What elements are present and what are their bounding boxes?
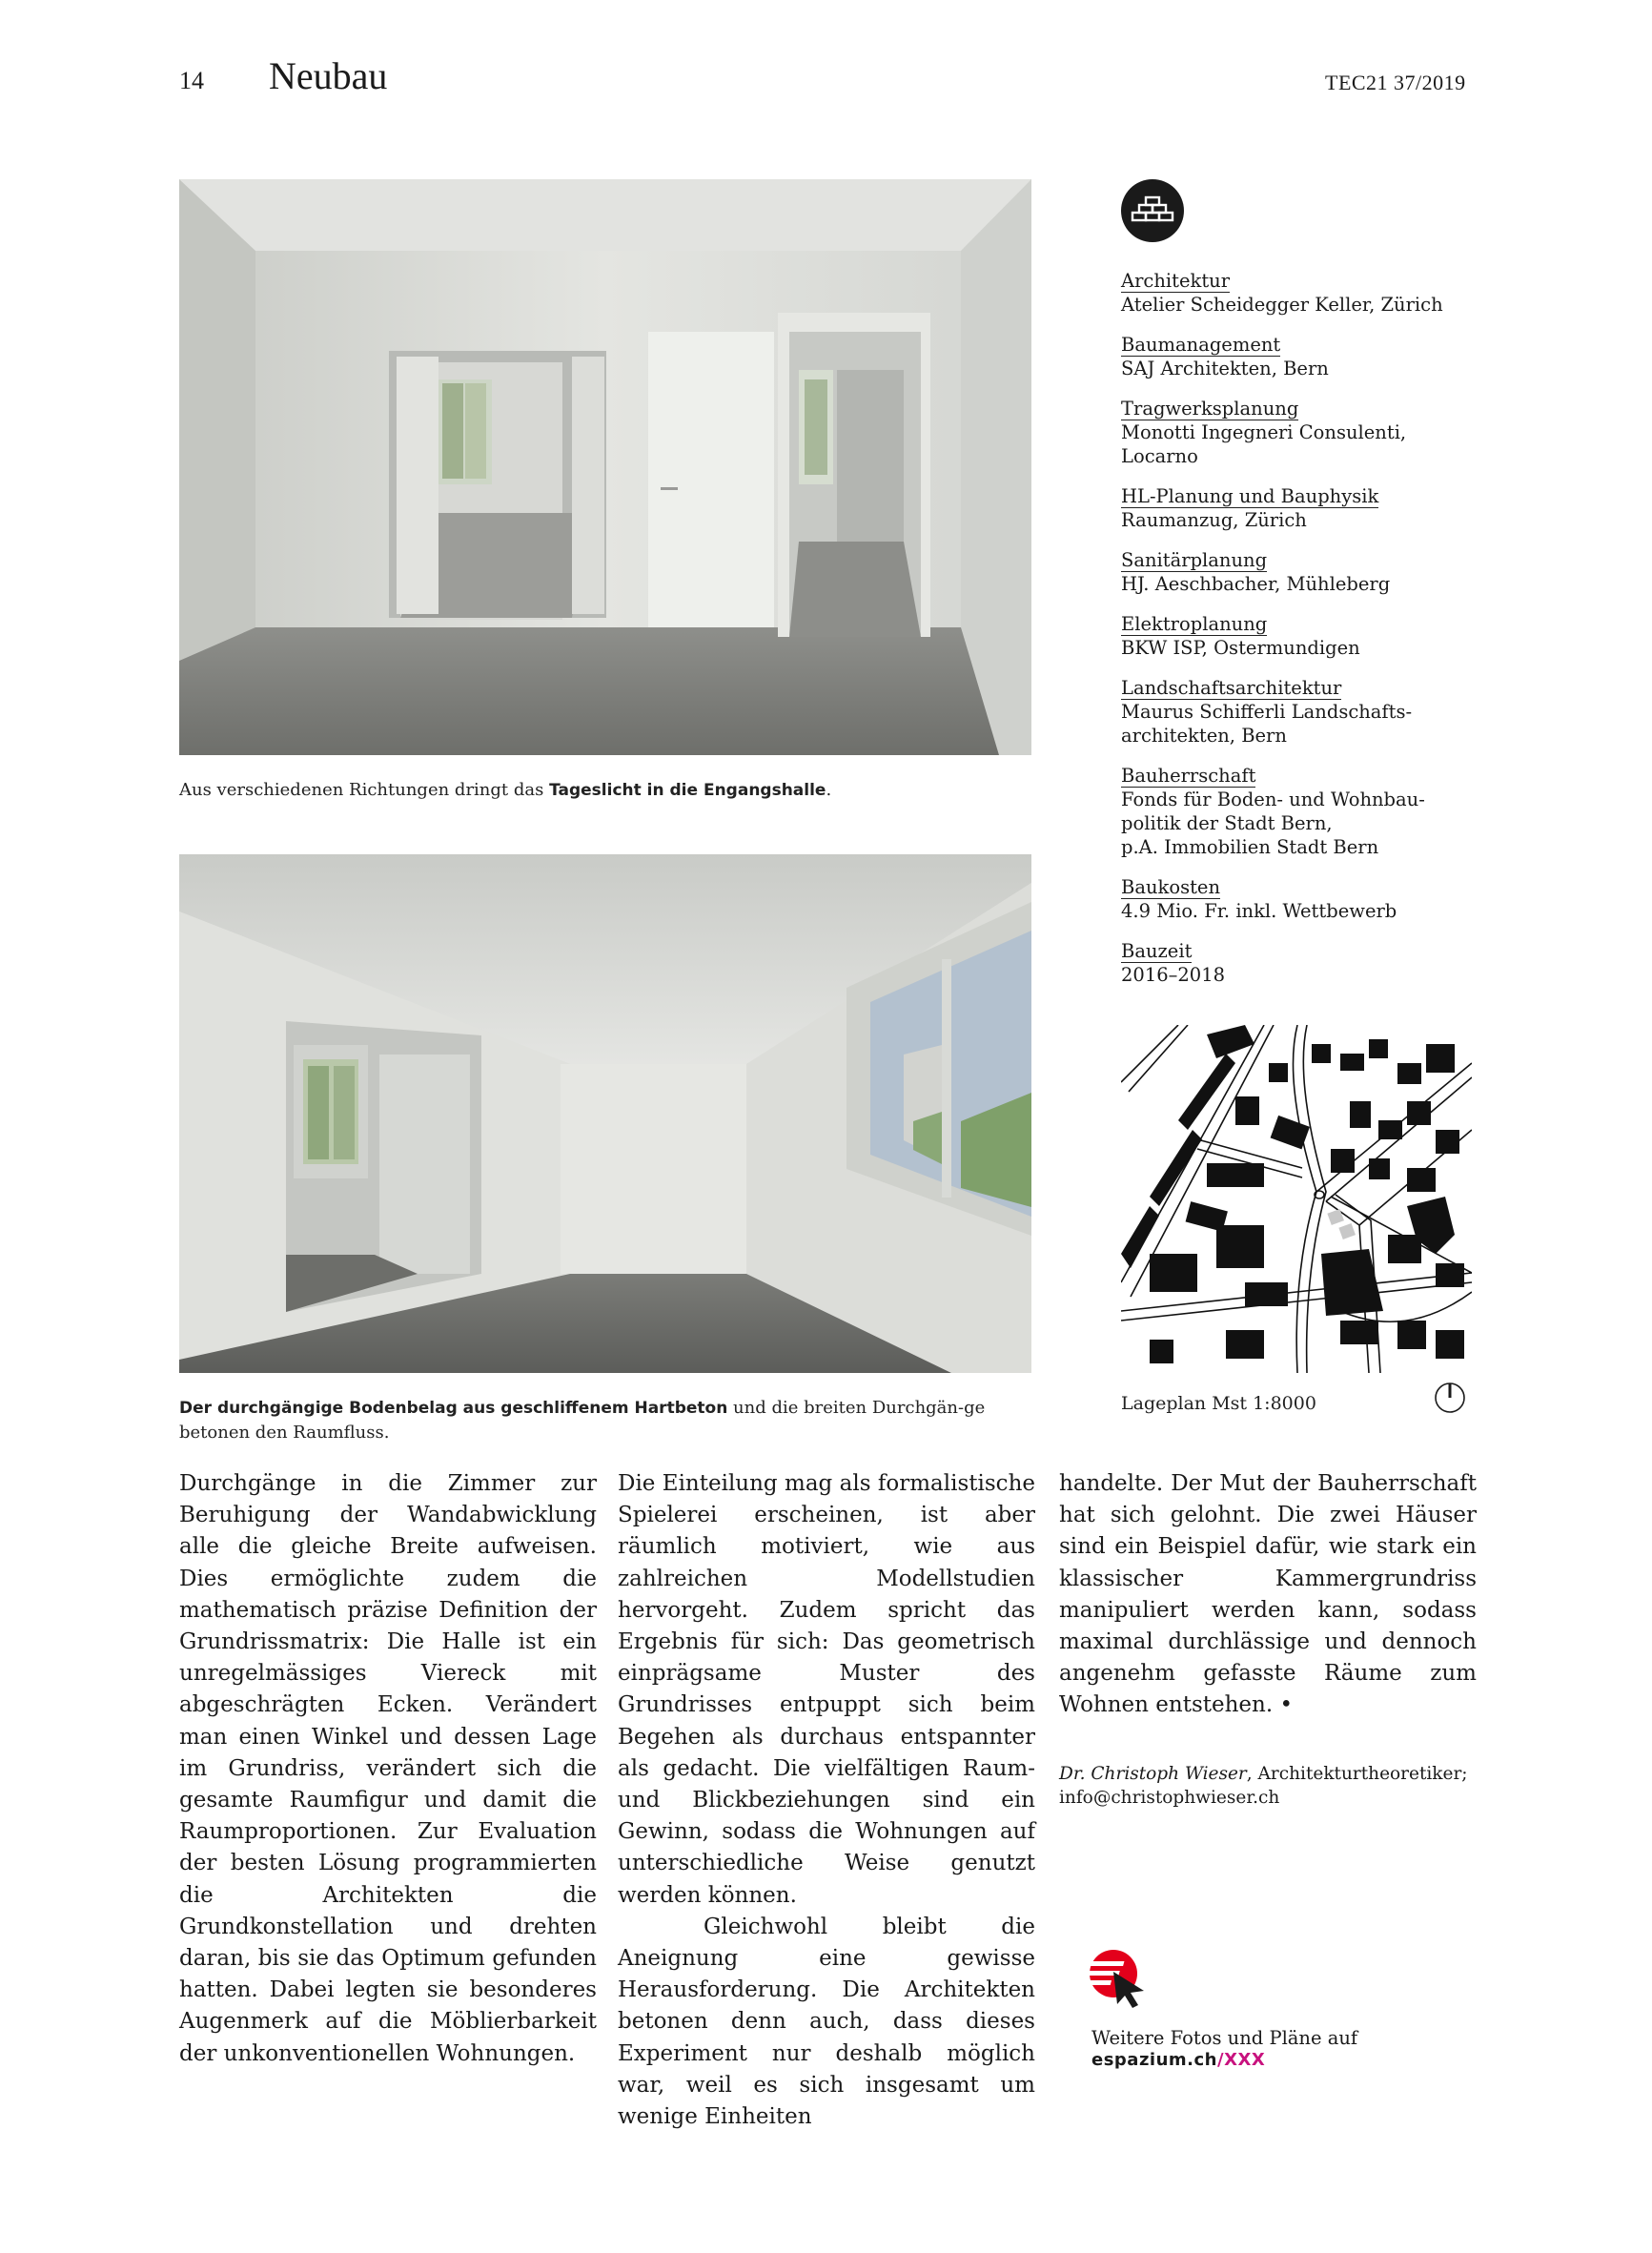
section-title: Neubau xyxy=(269,54,388,97)
credit-value: Fonds für Boden- und Wohnbau- politik der Stadt Bern, p.A. Immobilien Stadt Bern xyxy=(1121,789,1425,858)
credit-tragwerksplanung xyxy=(1121,397,1474,468)
credit-label: Baumanagement xyxy=(1121,334,1281,356)
author-note xyxy=(1059,1762,1479,1810)
credit-label: Sanitärplanung xyxy=(1121,549,1268,571)
credit-label: Architektur xyxy=(1121,270,1231,292)
credit-baukosten xyxy=(1121,875,1474,923)
issue-label: TEC21 37/2019 xyxy=(1325,71,1466,94)
credit-value: HJ. Aeschbacher, Mühleberg xyxy=(1121,573,1391,595)
credit-value: Atelier Scheidegger Keller, Zürich xyxy=(1121,294,1443,316)
brick-wall-icon xyxy=(1121,179,1184,242)
credit-label: Baukosten xyxy=(1121,876,1221,898)
body-paragraph: Durchgänge in die Zimmer zur Beruhigung der Wandabwicklung alle die gleiche Breite aufweisen. Dies ermöglichte zudem die mathematisch präzise Definition der Grundrissmatrix: Die Halle ist ein unregelmässiges Viereck mit abgeschrägten Ecken. Verändert man einen Winkel und dessen Lage im Grundriss, verändert sich die gesamte Raumfigur und damit die Raumproportionen. Zur Evaluation der besten Lösung programmierten die Architekten die Grundkonstellation und drehten daran, bis sie das Optimum gefunden hatten. Dabei legten sie besonderes Augenmerk auf die Möblierbarkeit der unkonventionellen Wohnungen. xyxy=(179,1471,597,2066)
caption-2-bold: Der durchgängige Bodenbelag aus geschliffenem Hartbeton xyxy=(179,1399,728,1418)
credit-label: HL-Planung und Bauphysik xyxy=(1121,485,1379,507)
photo-room-window xyxy=(179,854,1031,1373)
credit-label: Bauherrschaft xyxy=(1121,765,1256,787)
site-plan-caption: Lageplan Mst 1:8000 xyxy=(1121,1393,1316,1414)
credit-label: Landschaftsarchitektur xyxy=(1121,677,1342,699)
credit-value: Monotti Ingegneri Consulenti, Locarno xyxy=(1121,421,1407,467)
espazium-link-base[interactable]: espazium.ch xyxy=(1091,2050,1217,2070)
credit-value: Raumanzug, Zürich xyxy=(1121,509,1307,531)
espazium-cursor-icon xyxy=(1085,1945,1152,2008)
espazium-link[interactable] xyxy=(1091,2049,1357,2071)
credit-baumanagement xyxy=(1121,333,1474,380)
body-paragraph: handelte. Der Mut der Bauherrschaft hat sich gelohnt. Die zwei Häuser sind ein Beispiel dafür, wie stark ein klassischer Kammergrundriss manipuliert werden kann, sodass maximal durchlässige und dennoch angenehm gefasste Räume zum Wohnen entstehen. • xyxy=(1059,1471,1477,1718)
more-info-text: Weitere Fotos und Pläne auf xyxy=(1091,2027,1358,2049)
credit-architektur xyxy=(1121,269,1474,317)
credit-value: 2016–2018 xyxy=(1121,964,1226,986)
credit-label: Bauzeit xyxy=(1121,940,1193,962)
credit-sanitaerplanung xyxy=(1121,548,1474,596)
photo-caption-2 xyxy=(179,1396,1028,1444)
espazium-link-suffix[interactable]: /XXX xyxy=(1217,2050,1266,2070)
author-name: Dr. Christoph Wieser xyxy=(1059,1764,1247,1784)
more-info xyxy=(1091,2028,1357,2071)
photo-entrance-hall xyxy=(179,179,1031,755)
site-plan-map xyxy=(1121,1025,1472,1373)
author-details: , Architekturtheoretiker; info@christophwieser.ch xyxy=(1059,1764,1468,1808)
photo-caption-1 xyxy=(179,778,1037,803)
caption-2-text: und die breiten Durchgän-ge betonen den Raumfluss. xyxy=(179,1398,986,1443)
credit-value: 4.9 Mio. Fr. inkl. Wettbewerb xyxy=(1121,900,1397,922)
credit-label: Tragwerksplanung xyxy=(1121,398,1299,420)
body-paragraph: Gleichwohl bleibt die Aneignung eine gewisse Herausforderung. Die Architekten betonen denn auch, dass dieses Experiment nur deshalb möglich war, weil es sich insgesamt um wenige Einheiten xyxy=(618,1914,1035,2130)
body-paragraph: Die Einteilung mag als formalistische Spielerei erscheinen, ist aber räumlich motiviert, wie aus zahlreichen Modellstudien hervorgeht. Zudem spricht das Ergebnis für sich: Das geometrisch einprägsame Muster des Grundrisses entpuppt sich beim Begehen als durchaus entspannter als gedacht. Die vielfältigen Raum- und Blickbeziehungen sind ein Gewinn, sodass die Wohnungen auf unterschiedliche Weise genutzt werden können. xyxy=(618,1471,1035,1908)
credit-value: Maurus Schifferli Landschafts- architekten, Bern xyxy=(1121,701,1413,747)
caption-1-end: . xyxy=(826,780,832,800)
project-credits xyxy=(1121,269,1474,1003)
body-column-3 xyxy=(1059,1468,1477,1722)
caption-1-text: Aus verschiedenen Richtungen dringt das xyxy=(179,780,550,800)
caption-1-bold: Tageslicht in die Engangshalle xyxy=(549,781,826,800)
credit-hl-planung xyxy=(1121,484,1474,532)
body-column-1 xyxy=(179,1468,597,2070)
body-column-2 xyxy=(618,1468,1035,2133)
north-arrow-icon xyxy=(1434,1382,1466,1414)
credit-value: SAJ Architekten, Bern xyxy=(1121,358,1329,379)
credit-label: Elektroplanung xyxy=(1121,613,1268,635)
credit-landschaftsarchitektur xyxy=(1121,676,1474,748)
page-number: 14 xyxy=(179,67,204,94)
credit-elektroplanung xyxy=(1121,612,1474,660)
credit-value: BKW ISP, Ostermundigen xyxy=(1121,637,1360,659)
credit-bauherrschaft xyxy=(1121,764,1474,859)
credit-bauzeit xyxy=(1121,939,1474,987)
